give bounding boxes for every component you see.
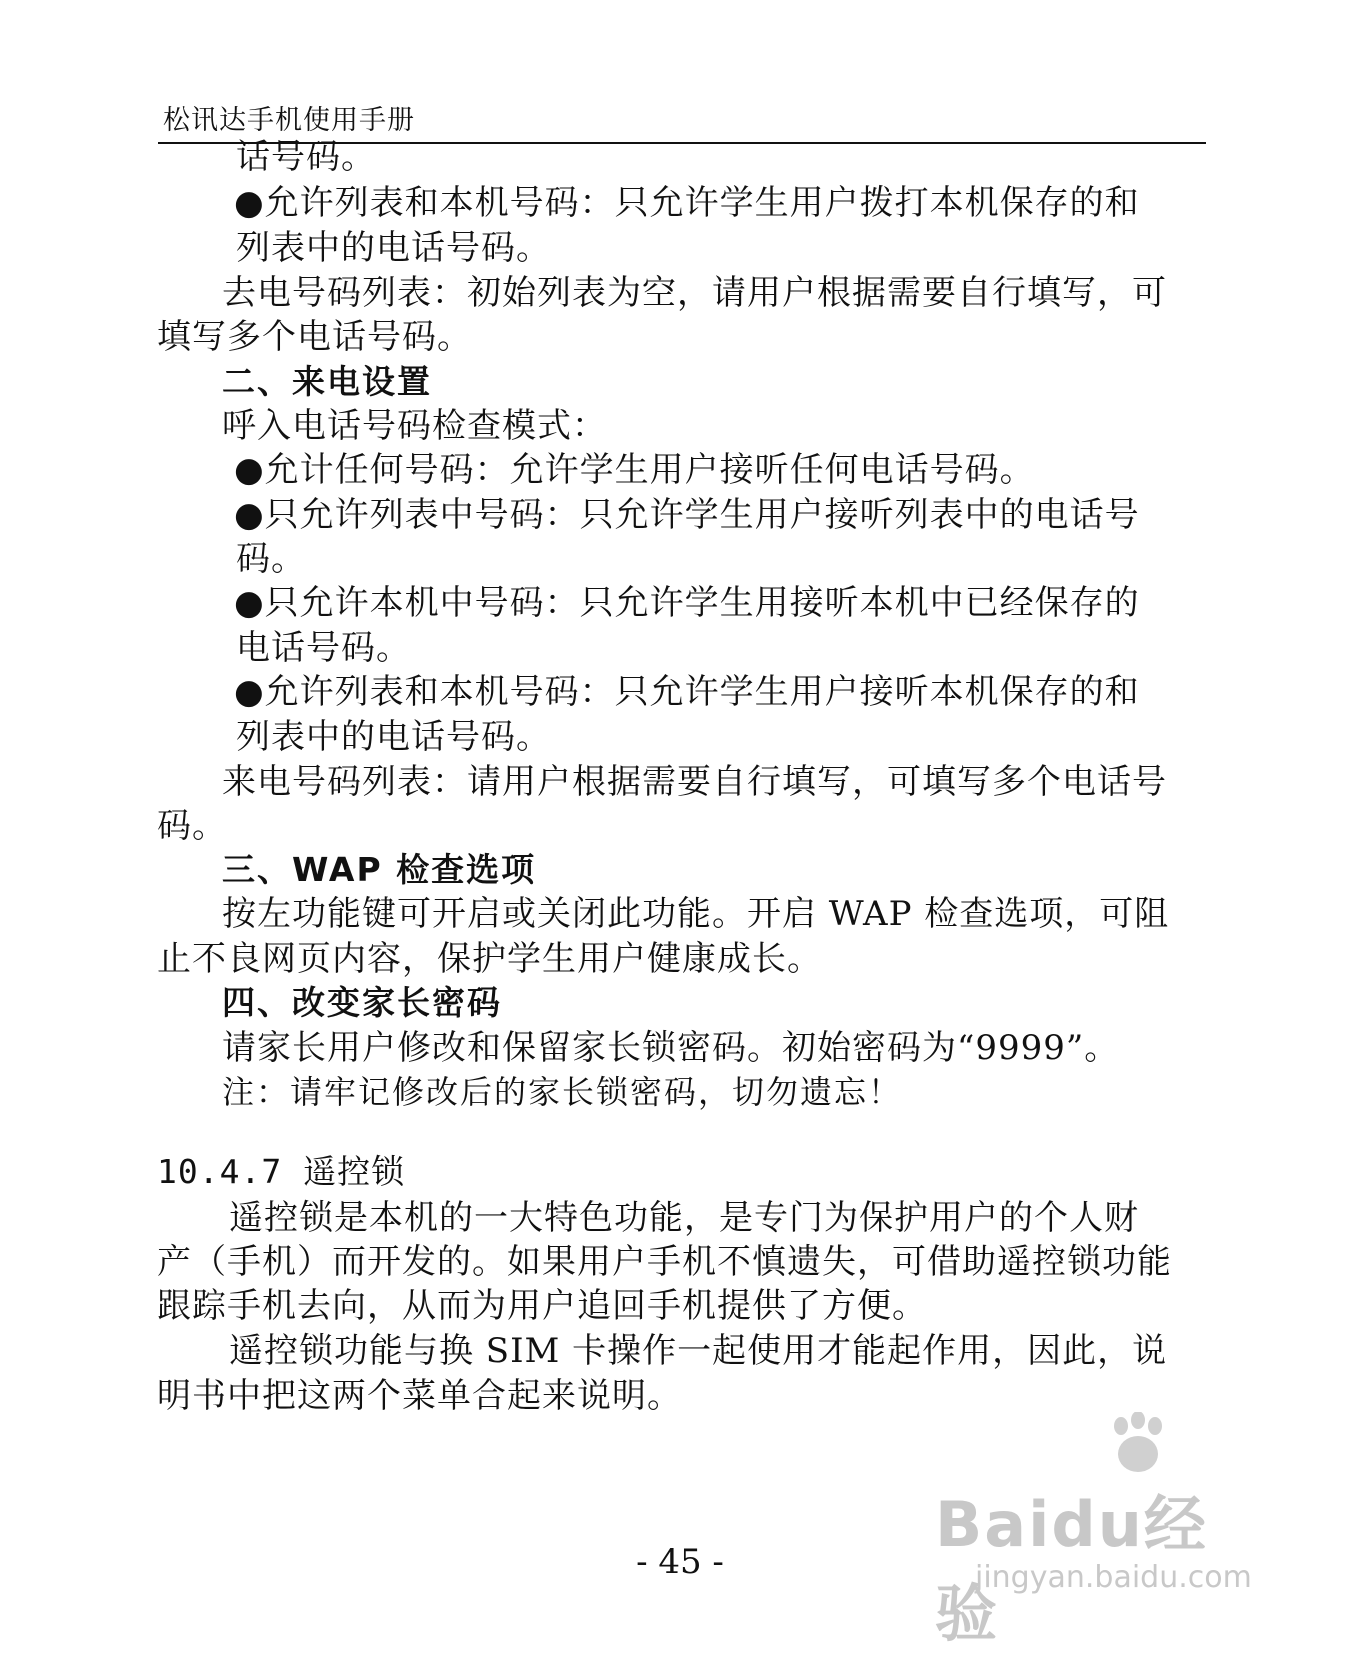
text-line: 列表中的电话号码。	[236, 717, 551, 757]
text-line: 遥控锁功能与换 SIM 卡操作一起使用才能起作用，因此，说	[229, 1331, 1168, 1371]
bullet-line: ●允许列表和本机号码：只允许学生用户接听本机保存的和	[234, 672, 1140, 712]
bullet-line: ●只允许本机中号码：只允许学生用接听本机中已经保存的	[234, 583, 1140, 623]
bullet-line: ●只允许列表中号码：只允许学生用户接听列表中的电话号	[234, 495, 1140, 535]
running-header: 松讯达手机使用手册	[163, 105, 415, 136]
bullet-line: ●允许列表和本机号码：只允许学生用户拨打本机保存的和	[234, 183, 1140, 223]
watermark	[935, 1400, 1265, 1650]
text-line: 去电号码列表：初始列表为空，请用户根据需要自行填写，可	[222, 273, 1167, 313]
text-line: 填写多个电话号码。	[157, 317, 472, 357]
page-number: - 45 -	[636, 1542, 724, 1582]
text-line: 呼入电话号码检查模式：	[222, 406, 607, 446]
paw-icon	[1103, 1412, 1173, 1482]
watermark-url: jingyan.baidu.com	[975, 1560, 1252, 1595]
text-line: 产（手机）而开发的。如果用户手机不慎遗失，可借助遥控锁功能	[157, 1242, 1172, 1282]
text-line: 码。	[236, 539, 306, 579]
text-line: 列表中的电话号码。	[236, 228, 551, 268]
subsection-title: 10.4.7 遥控锁	[157, 1152, 406, 1191]
watermark-logo: Baidu经验	[935, 1488, 1208, 1650]
section-heading: 四、改变家长密码	[222, 983, 502, 1022]
text-line: 话号码。	[236, 137, 376, 177]
text-line: 明书中把这两个菜单合起来说明。	[157, 1376, 682, 1416]
text-line: 按左功能键可开启或关闭此功能。开启 WAP 检查选项，可阻	[222, 894, 1170, 934]
text-line: 来电号码列表：请用户根据需要自行填写，可填写多个电话号	[222, 762, 1167, 802]
text-line: 电话号码。	[236, 628, 411, 668]
section-heading: 二、来电设置	[222, 362, 432, 401]
text-line: 码。	[157, 806, 227, 846]
note-line: 注：请牢记修改后的家长锁密码，切勿遗忘！	[222, 1073, 903, 1111]
section-heading: 三、WAP 检查选项	[222, 850, 537, 889]
text-line: 遥控锁是本机的一大特色功能，是专门为保护用户的个人财	[229, 1198, 1139, 1238]
bullet-line: ●允计任何号码：允许学生用户接听任何电话号码。	[234, 450, 1035, 490]
text-line: 请家长用户修改和保留家长锁密码。初始密码为“9999”。	[222, 1028, 1120, 1068]
text-line: 跟踪手机去向，从而为用户追回手机提供了方便。	[157, 1286, 927, 1326]
text-line: 止不良网页内容，保护学生用户健康成长。	[157, 939, 822, 979]
